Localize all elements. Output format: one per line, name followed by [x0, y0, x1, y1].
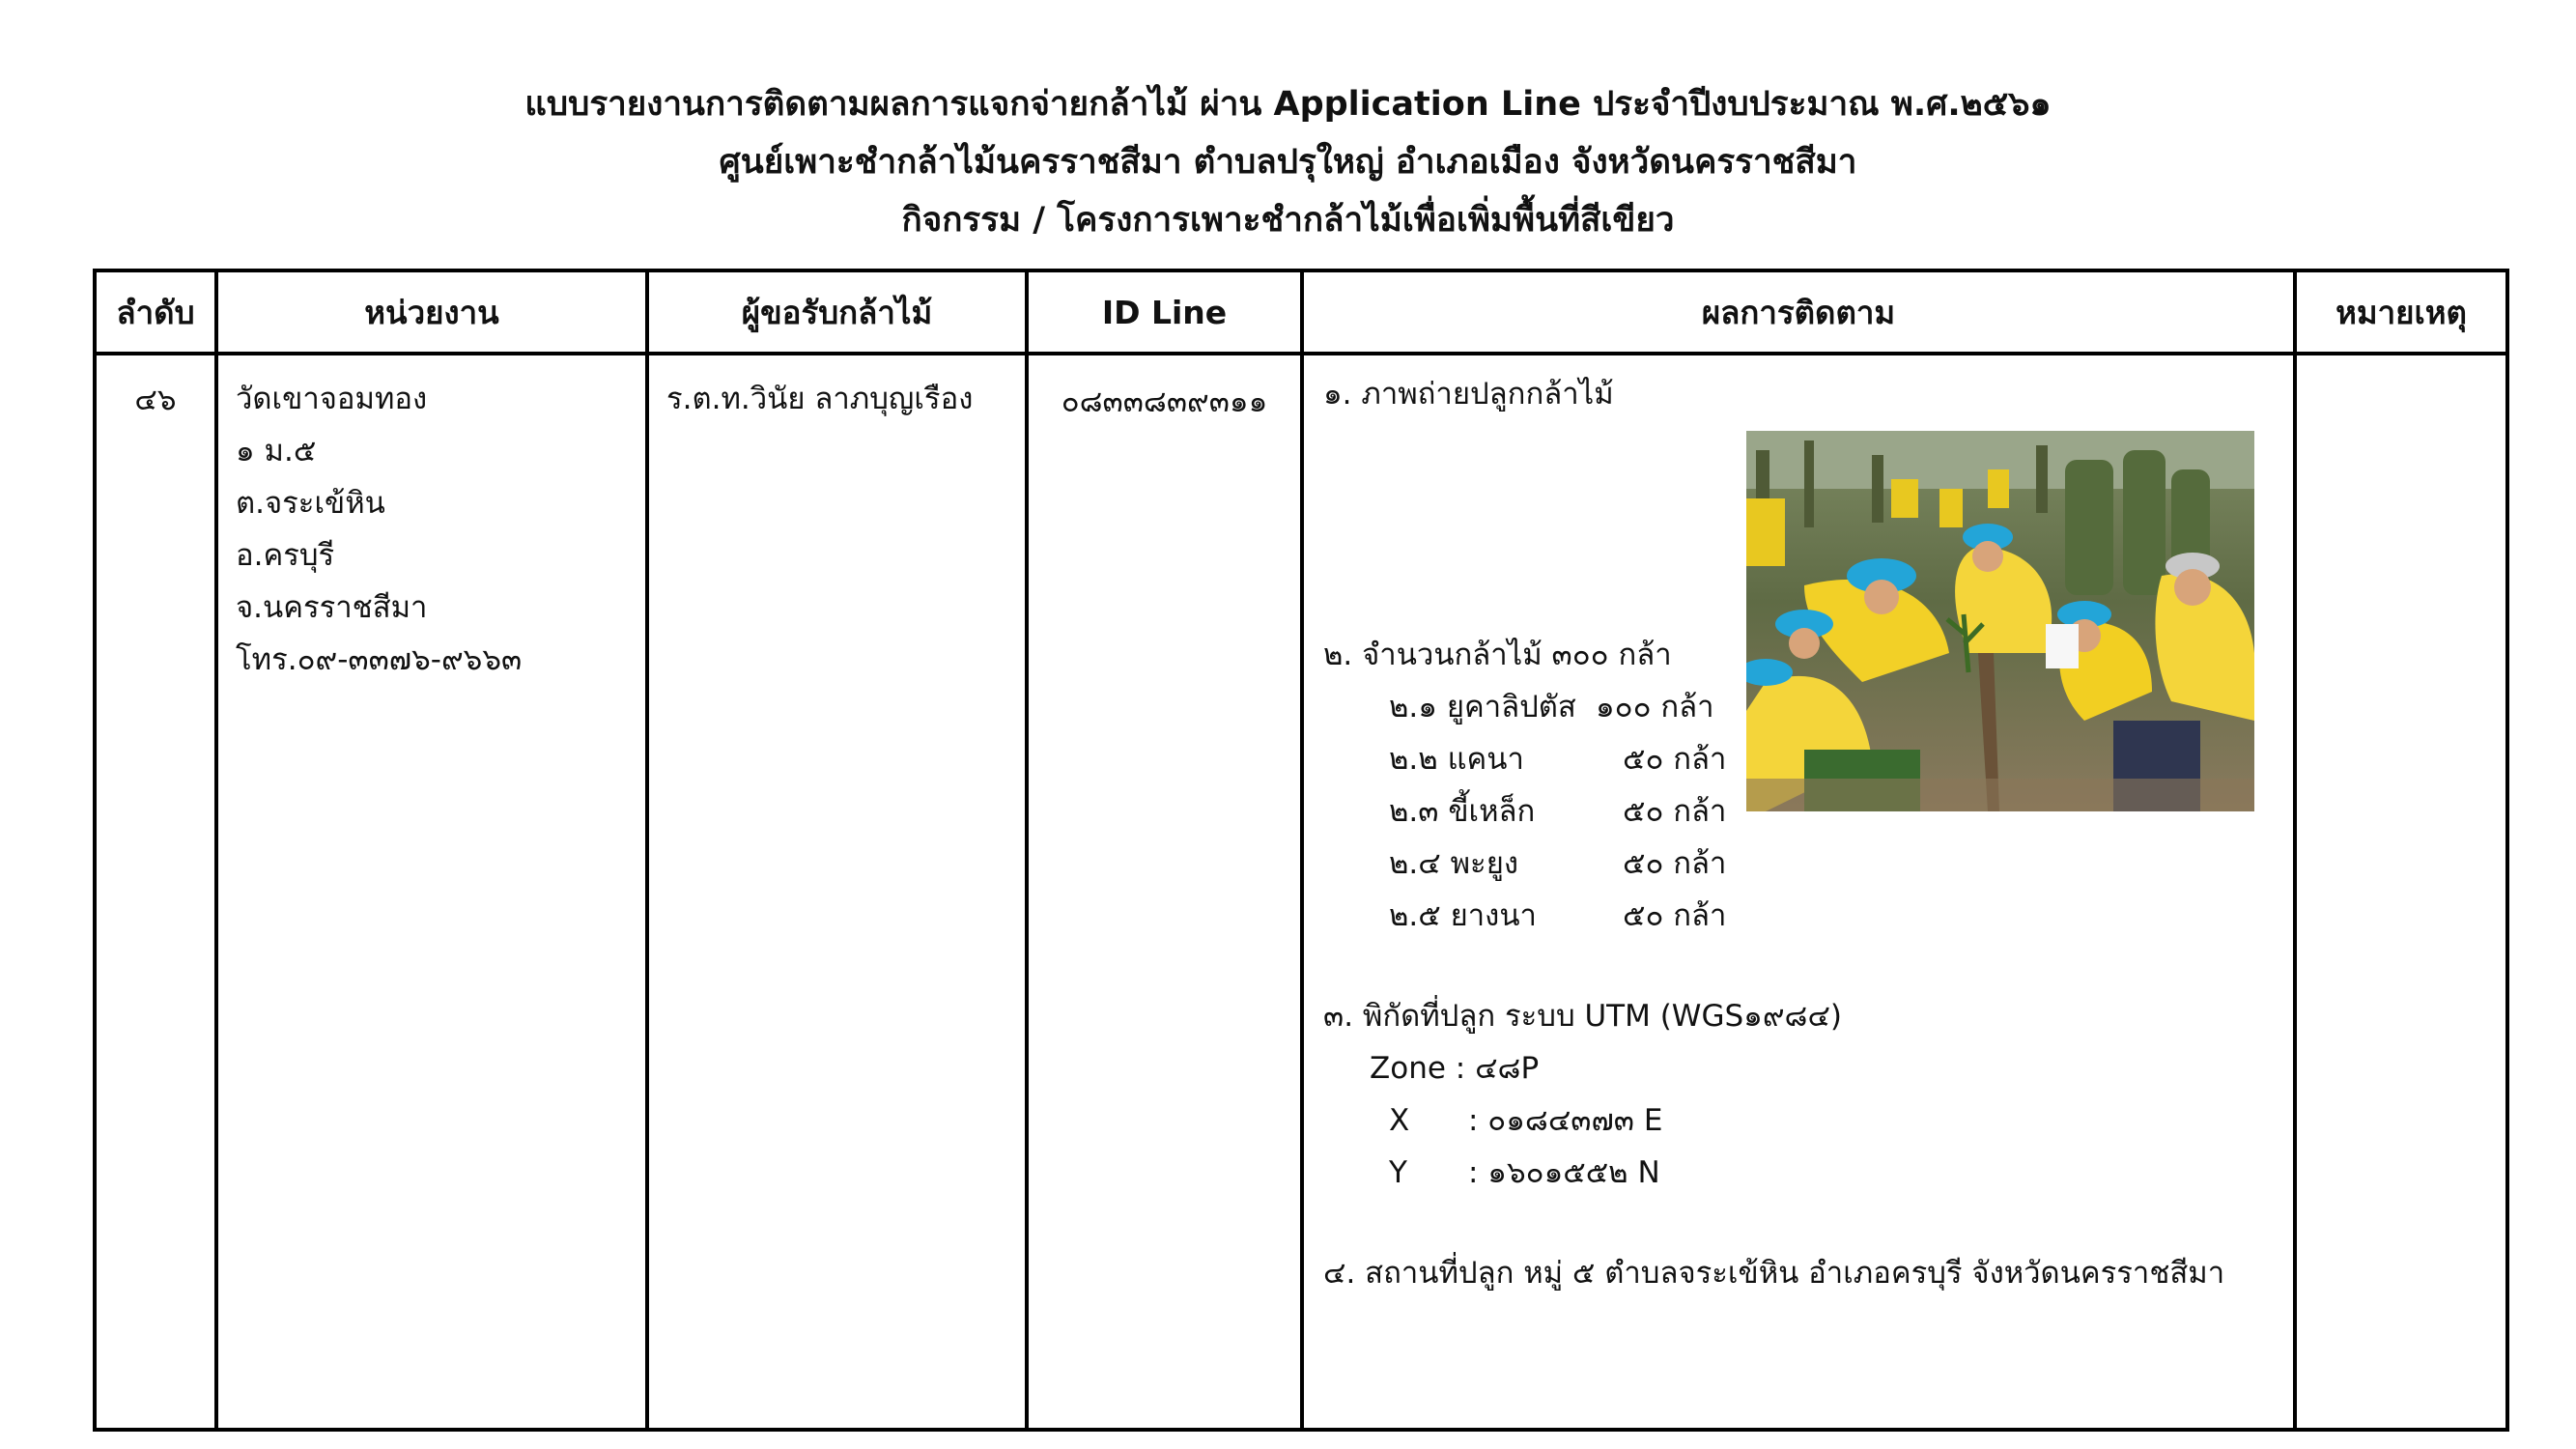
agency-line: ๑ ม.๕: [236, 434, 317, 469]
planting-photo: [1746, 431, 2254, 811]
utm-x-label: X: [1389, 1103, 1410, 1138]
table-header-row: [95, 270, 2507, 354]
utm-x-value: : ๐๑๘๔๓๗๓ E: [1468, 1103, 1663, 1138]
cell-recipient: [647, 354, 1027, 1430]
species-qty: ๕๐ กล้า: [1623, 898, 1727, 933]
seedling-count: ๒. จำนวนกล้าไม้ ๓๐๐ กล้า: [1323, 638, 1672, 672]
recipient-name: ร.ต.ท.วินัย ลาภบุญเรือง: [666, 382, 974, 416]
agency-line: ต.จระเข้หิน: [236, 486, 385, 521]
cell-remark: [2295, 354, 2507, 1430]
species-name: ๒.๔ พะยูง: [1389, 846, 1518, 881]
species-name: ๒.๕ ยางนา: [1389, 898, 1537, 933]
utm-y-value: : ๑๖๐๑๕๕๒ N: [1468, 1155, 1660, 1190]
species-name: ๒.๓ ขี้เหล็ก: [1389, 794, 1536, 829]
col-recipient: ผู้ขอรับกล้าไม้: [647, 270, 1027, 354]
agency-line: อ.ครบุรี: [236, 538, 335, 573]
col-seq: ลำดับ: [95, 270, 216, 354]
cell-seq: ๔๖: [95, 354, 216, 1430]
col-agency: หน่วยงาน: [216, 270, 647, 354]
species-qty: ๕๐ กล้า: [1623, 846, 1727, 881]
report-subtitle-project: กิจกรรม / โครงการเพาะชำกล้าไม้เพื่อเพิ่มพื้นที่สีเขียว: [901, 201, 1675, 240]
species-qty: ๕๐ กล้า: [1623, 794, 1727, 829]
report-table: [93, 269, 2509, 1432]
cell-agency: [216, 354, 647, 1430]
report-subtitle-center: ศูนย์เพาะชำกล้าไม้นครราชสีมา ตำบลปรุใหญ่ อำเภอเมือง จังหวัดนครราชสีมา: [719, 143, 1857, 182]
species-name: ๒.๑ ยูคาลิปตัส: [1389, 690, 1576, 724]
species-qty: ๕๐ กล้า: [1623, 742, 1727, 777]
col-result: ผลการติดตาม: [1302, 270, 2295, 354]
col-id-line: ID Line: [1027, 270, 1302, 354]
agency-phone: โทร.๐๙-๓๓๗๖-๙๖๖๓: [236, 642, 523, 677]
cell-result: [1302, 354, 2295, 1430]
agency-line: จ.นครราชสีมา: [236, 590, 428, 625]
col-remark: หมายเหตุ: [2295, 270, 2507, 354]
report-header: [0, 75, 2576, 249]
utm-zone: Zone : ๔๘P: [1370, 1051, 1540, 1086]
cell-id-line: ๐๘๓๓๘๓๙๓๑๑: [1027, 354, 1302, 1430]
table-row: [95, 354, 2507, 1430]
species-name: ๒.๒ แคนา: [1389, 742, 1524, 777]
species-qty: ๑๐๐ กล้า: [1596, 690, 1714, 724]
planting-location: ๔. สถานที่ปลูก หมู่ ๕ ตำบลจระเข้หิน อำเภอครบุรี จังหวัดนครราชสีมา: [1323, 1256, 2225, 1291]
photo-label: ๑. ภาพถ่ายปลูกกล้าไม้: [1323, 377, 1614, 412]
coordinate-label: ๓. พิกัดที่ปลูก ระบบ UTM (WGS๑๙๘๔): [1323, 999, 1843, 1034]
agency-line: วัดเขาจอมทอง: [236, 382, 428, 416]
planting-photo-image: [1746, 431, 2254, 811]
utm-y-label: Y: [1389, 1155, 1407, 1190]
report-title: แบบรายงานการติดตามผลการแจกจ่ายกล้าไม้ ผ่าน Application Line ประจำปีงบประมาณ พ.ศ.๒๕๖๑: [524, 85, 2052, 124]
